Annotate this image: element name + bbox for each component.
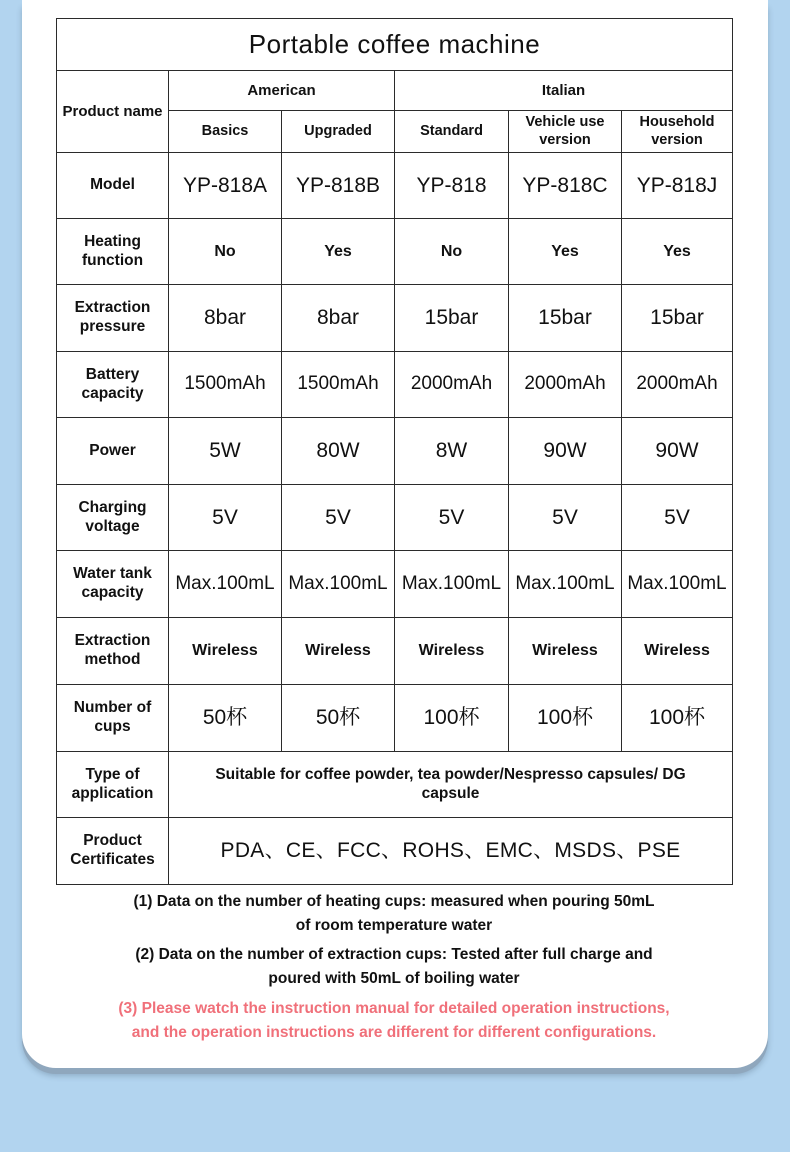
- note-extraction-cups: [56, 943, 732, 991]
- note-line: poured with 50mL of boiling water: [268, 970, 520, 987]
- heating-cell: Yes: [622, 219, 733, 285]
- cups-cell: 100杯: [395, 685, 509, 752]
- group-italian: Italian: [395, 71, 733, 111]
- charging-cell: 5V: [509, 485, 622, 551]
- tank-cell: Max.100mL: [169, 551, 282, 618]
- battery-cell: 1500mAh: [282, 352, 395, 418]
- power-cell: 90W: [622, 418, 733, 485]
- tank-cell: Max.100mL: [282, 551, 395, 618]
- method-cell: Wireless: [622, 618, 733, 685]
- method-cell: Wireless: [395, 618, 509, 685]
- row-label-method: Extraction method: [57, 618, 169, 685]
- power-cell: 80W: [282, 418, 395, 485]
- pressure-cell: 15bar: [395, 285, 509, 352]
- note-heating-cups: [56, 890, 732, 938]
- tank-cell: Max.100mL: [395, 551, 509, 618]
- version-vehicle: Vehicle use version: [509, 111, 622, 153]
- method-cell: Wireless: [509, 618, 622, 685]
- version-upgraded: Upgraded: [282, 111, 395, 153]
- note-instruction-manual: [56, 997, 732, 1045]
- tank-cell: Max.100mL: [509, 551, 622, 618]
- model-cell: YP-818: [395, 153, 509, 219]
- heating-cell: Yes: [509, 219, 622, 285]
- note-line: (3) Please watch the instruction manual for detailed operation instructions,: [118, 1000, 670, 1017]
- application-cell: Suitable for coffee powder, tea powder/Nespresso capsules/ DG capsule: [169, 752, 733, 818]
- pressure-cell: 15bar: [509, 285, 622, 352]
- battery-cell: 2000mAh: [395, 352, 509, 418]
- battery-cell: 2000mAh: [509, 352, 622, 418]
- version-standard: Standard: [395, 111, 509, 153]
- row-label-battery: Battery capacity: [57, 352, 169, 418]
- certificates-cell: PDA、CE、FCC、ROHS、EMC、MSDS、PSE: [169, 818, 733, 885]
- charging-cell: 5V: [282, 485, 395, 551]
- version-household: Household version: [622, 111, 733, 153]
- row-label-charging: Charging voltage: [57, 485, 169, 551]
- model-cell: YP-818B: [282, 153, 395, 219]
- spec-card: [22, 0, 768, 1068]
- charging-cell: 5V: [622, 485, 733, 551]
- method-cell: Wireless: [282, 618, 395, 685]
- spec-table: [56, 18, 733, 885]
- row-label-heating: Heating function: [57, 219, 169, 285]
- row-label-tank: Water tank capacity: [57, 551, 169, 618]
- power-cell: 5W: [169, 418, 282, 485]
- pressure-cell: 15bar: [622, 285, 733, 352]
- note-line: (1) Data on the number of heating cups: measured when pouring 50mL: [133, 893, 655, 910]
- product-name-label: Product name: [57, 71, 169, 153]
- heating-cell: No: [395, 219, 509, 285]
- row-label-cups: Number of cups: [57, 685, 169, 752]
- model-cell: YP-818A: [169, 153, 282, 219]
- charging-cell: 5V: [395, 485, 509, 551]
- note-line: and the operation instructions are different for different configurations.: [131, 1024, 657, 1041]
- group-american: American: [169, 71, 395, 111]
- table-title: Portable coffee machine: [57, 19, 733, 71]
- note-line: (2) Data on the number of extraction cups: Tested after full charge and: [135, 946, 653, 963]
- row-label-power: Power: [57, 418, 169, 485]
- row-label-certificates: Product Certificates: [57, 818, 169, 885]
- row-label-model: Model: [57, 153, 169, 219]
- row-label-pressure: Extraction pressure: [57, 285, 169, 352]
- method-cell: Wireless: [169, 618, 282, 685]
- cups-cell: 50杯: [169, 685, 282, 752]
- cups-cell: 100杯: [622, 685, 733, 752]
- cups-cell: 50杯: [282, 685, 395, 752]
- model-cell: YP-818J: [622, 153, 733, 219]
- power-cell: 90W: [509, 418, 622, 485]
- charging-cell: 5V: [169, 485, 282, 551]
- heating-cell: Yes: [282, 219, 395, 285]
- version-basics: Basics: [169, 111, 282, 153]
- model-cell: YP-818C: [509, 153, 622, 219]
- battery-cell: 2000mAh: [622, 352, 733, 418]
- heating-cell: No: [169, 219, 282, 285]
- tank-cell: Max.100mL: [622, 551, 733, 618]
- note-line: of room temperature water: [295, 917, 493, 934]
- row-label-application: Type of application: [57, 752, 169, 818]
- cups-cell: 100杯: [509, 685, 622, 752]
- battery-cell: 1500mAh: [169, 352, 282, 418]
- power-cell: 8W: [395, 418, 509, 485]
- pressure-cell: 8bar: [169, 285, 282, 352]
- pressure-cell: 8bar: [282, 285, 395, 352]
